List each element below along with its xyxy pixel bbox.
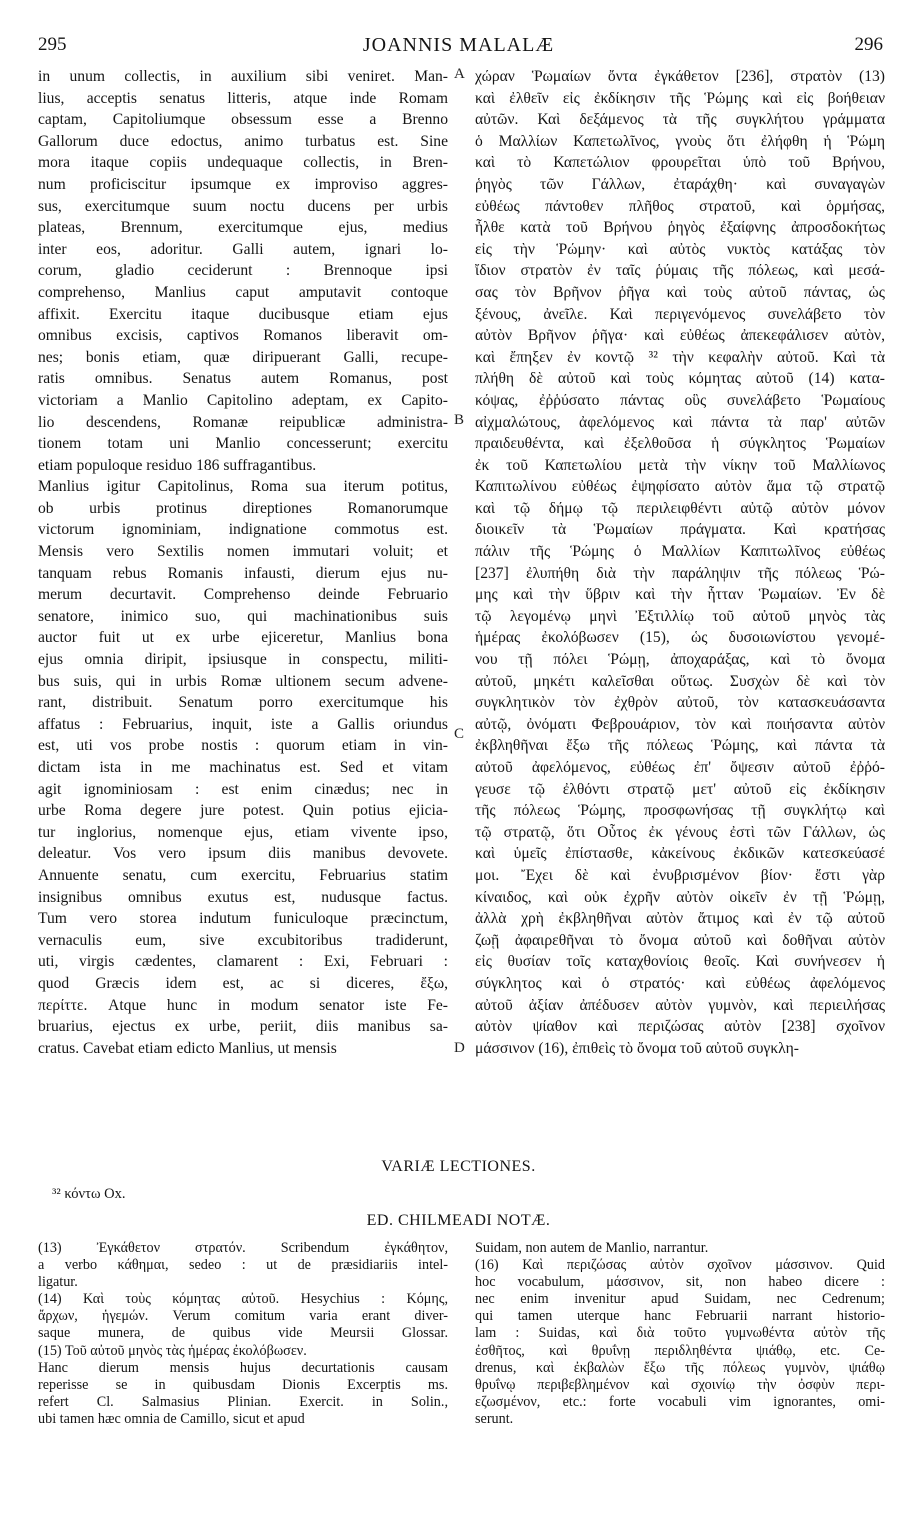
latin-text-line: uti, virgis cædentes, clamarent : Exi, Februari : — [38, 953, 448, 971]
greek-text-line: διοικεῖν τὰ Ῥωμαίων πράγματα. Καὶ κρατήσας — [475, 521, 885, 539]
note-line: ἐσθῆτος, καὶ θρυΐνῃ περιδληθέντα ψιάθῳ, etc. Ce- — [475, 1342, 885, 1359]
latin-text-line: tionem totam uni Manlio concesserunt; exercitu — [38, 435, 448, 453]
greek-text-line: ῥηγὸς τῶν Γάλλων, ἐταράχθη· καὶ συναγαγὼν — [475, 175, 885, 193]
note-line: qui tamen uterque hanc Februarii narrant historio- — [475, 1308, 885, 1325]
latin-text-line: comprehenso, Manlius caput amputavit contoque — [38, 283, 448, 301]
greek-text-line: σύγκλητος καὶ ὁ στρατός· καὶ εὐθέως ἀφελόμενος — [475, 974, 885, 992]
note-line: (15) Τοῦ αὐτοῦ μηνὸς τὰς ἡμέρας ἐκολόβωσεν. — [38, 1342, 307, 1359]
latin-text-line: victoriam a Manlio Capitolino adeptam, ex Capito- — [38, 391, 448, 409]
greek-text-line: ἡμέρας ἐκολόβωσεν (15), ὡς δυσοιωνίστου γενομέ- — [475, 629, 885, 647]
greek-text-line: καὶ τὸ Καπετώλιον φρουρεῖται ὑπὸ τοῦ Βρήνου, — [475, 154, 885, 172]
greek-text-line: μοι. Ἔχει δὲ καὶ ἐνυβρισμένον βίον· ἔστι γὰρ — [475, 866, 885, 884]
greek-text-line: τῷ στρατῷ, ὅτι Οὗτος ἐκ γένους ἐστὶ τῶν Γάλλων, ὡς — [475, 823, 885, 841]
page-number-left: 295 — [38, 34, 67, 55]
greek-text-line: αὐτοῦ, μηκέτι καλεῖσθαι οὕτως. Συσχὼν δὲ καὶ τὸν — [475, 672, 885, 690]
note-line: ubi tamen hæc omnia de Camillo, sicut et apud — [38, 1410, 305, 1427]
greek-text-line: συγκλητικὸν τὸν ἐχθρὸν αὐτοῦ, τὸν κατασκευάσαντα — [475, 694, 885, 712]
greek-text-line: ὁ Μαλλίων Καπετωλῖνος, γνοὺς ὅτι ἐλήφθη ἡ Ῥώμη — [475, 132, 885, 150]
greek-text-line: τῆς πόλεως Ῥώμης, προσφωνήσας τῇ συγκλήτῳ καὶ — [475, 802, 885, 820]
latin-text-line: bus suis, qui in urbis Romæ ultionem secum advene- — [38, 672, 448, 690]
margin-marker-b: B — [454, 412, 465, 428]
greek-text-line: κίναιδος, καὶ οὐκ ἐχρῆν αὐτὸν οἰκεῖν ἐν τῇ Ῥώμῃ, — [475, 888, 885, 906]
latin-text-line: in unum collectis, in auxilium sibi veniret. Man- — [38, 68, 448, 85]
greek-text-line: μης καὶ τὴν ὕβριν καὶ τὴν ἧτταν Ῥωμαίων. Ἐν δὲ — [475, 586, 885, 604]
margin-marker-c: C — [454, 726, 465, 742]
greek-text-line: νου τῇ πόλει Ῥώμῃ, ἀποχαράξας, καὶ τὸ ὄνομα — [475, 651, 885, 669]
note-line: reperisse se in quibusdam Dionis Excerptis ms. — [38, 1376, 448, 1393]
latin-text-line: ejus omnia diripit, ipsiusque in conspectu, militi- — [38, 651, 448, 669]
page-number-right: 296 — [854, 34, 883, 55]
greek-text-line: ἀλλὰ χρὴ ἐκβληθῆναι αὐτὸν ἄτιμος καὶ ἐν τῷ αὐτοῦ — [475, 910, 885, 928]
greek-text-line: Καπιτωλίνου εὐθέως ἐψηφίσατο αὐτὸν ἅμα τῷ στρατῷ — [475, 478, 885, 496]
greek-column — [475, 66, 885, 1059]
latin-text-line: inter eos, adoritur. Galli autem, ignari lo- — [38, 240, 448, 258]
greek-text-line: εὐθέως πάντοθεν πλῆθος στρατοῦ, καὶ ὁρμήσας, — [475, 197, 885, 215]
greek-text-line: χώραν Ῥωμαίων ὄντα ἐγκάθετον [236], στρατὸν (13) — [475, 68, 885, 85]
note-line: lam : Suidas, καὶ διὰ τοῦτο γυμνωθέντα αὐτὸν τῆς — [475, 1325, 885, 1342]
latin-text-line: etiam populoque residuo 186 suffragantibus. — [38, 456, 317, 474]
greek-text-line: αἰχμαλώτους, ἀφελόμενος καὶ πάντα τὰ παρ' αὐτῶν — [475, 413, 885, 431]
note-line: drenus, καὶ ἐκβαλὼν ἔξω τῆς πόλεως γυμνὸν, ψιάθῳ — [475, 1359, 885, 1376]
note-line: θρυΐνῳ περιβεβλημένον καὶ σχοινίῳ τὴν ὀσφὺν περι- — [475, 1376, 885, 1393]
greek-text-line: ἴδιον στρατὸν ἐν ταῖς ῥύμαις τῆς πόλεως, καὶ μεσά- — [475, 262, 885, 280]
greek-text-line: κόψας, ἐῤῥύσατο πάντας οὓς συνελάβετο Ῥωμαίους — [475, 391, 885, 409]
latin-text-line: senatore, inimico suo, qui machinationibus suis — [38, 607, 448, 625]
latin-text-line: nes; bonis etiam, quæ diripuerant Galli, recupe- — [38, 348, 448, 366]
greek-text-line: πλήθη δὲ αὐτοῦ καὶ τοὺς κόμητας αὐτοῦ (14) κατα- — [475, 370, 885, 388]
latin-text-line: lius, acceptis senatus litteris, atque inde Romam — [38, 89, 448, 107]
latin-text-line: περίττε. Atque hunc in modum senator iste Fe- — [38, 996, 448, 1014]
latin-text-line: auctor fuit ut ex urbe ejiceretur, Manlius bona — [38, 629, 448, 647]
variae-lectiones-heading: VARIÆ LECTIONES. — [381, 1158, 536, 1175]
latin-text-line: ratis omnibus. Senatus autem Romanus, post — [38, 370, 448, 388]
latin-text-line: bruarius, ejectus ex urbe, periit, diis manibus sa- — [38, 1018, 448, 1036]
latin-text-line: merum decurtavit. Comprehenso deinde Februario — [38, 586, 448, 604]
page-header — [30, 32, 887, 60]
latin-text-line: Mensis vero Sextilis nomen immutari voluit; et — [38, 543, 448, 561]
latin-text-line: tur inglorius, nomenque ejus, etiam vivente ipso, — [38, 823, 448, 841]
greek-text-line: εἰς θυσίαν τοῖς καταχθονίοις θεοῖς. Καὶ συνήνεσεν ἡ — [475, 953, 885, 971]
latin-text-line: agit ignominiosam : est enim cinædus; nec in — [38, 780, 448, 798]
greek-text-line: πραιδευθέντα, καὶ ἐξελθοῦσα ἡ σύγκλητος Ῥωμαίων — [475, 435, 885, 453]
latin-text-line: corum, gladio ceciderunt : Brennoque ipsi — [38, 262, 448, 280]
note-line: a verbo κάθημαι, sedeo : ut de præsidiariis intel- — [38, 1257, 448, 1274]
greek-text-line: καὶ ἔπηξεν ἐν κοντῷ ³² τὴν κεφαλὴν αὐτοῦ. Καὶ τὰ — [475, 348, 885, 366]
greek-text-line: ἐκ τοῦ Καπετωλίου μετὰ τὴν νίκην τοῦ Μαλλίωνος — [475, 456, 885, 474]
greek-text-line: ἐκβληθῆναι ἔξω τῆς πόλεως Ῥώμης, καὶ πάντα τὰ — [475, 737, 885, 755]
note-line: (13) Ἐγκάθετον στρατόν. Scribendum ἐγκάθητον, — [38, 1240, 448, 1256]
latin-text-line: est, uti vos probe nostis : quorum etiam in vin- — [38, 737, 448, 755]
latin-text-line: omnibus excisis, captivos Romanos liberavit om- — [38, 327, 448, 345]
latin-text-line: affixit. Exercitu itaque ducibusque etiam ejus — [38, 305, 448, 323]
note-line: (16) Καὶ περιζώσας αὐτὸν σχοῖνον μάσσινον. Quid — [475, 1257, 885, 1274]
latin-text-line: mora itaque copiis undequaque collectis, in Bren- — [38, 154, 448, 172]
latin-text-line: vernaculis eum, sive excubitoribus tradiderunt, — [38, 931, 448, 949]
editor-notes-left-column — [38, 1240, 448, 1428]
latin-text-line: Manlius igitur Capitolinus, Roma sua iterum potitus, — [38, 478, 448, 496]
greek-text-line: σας τὸν Βρῆνον ῥῆγα καὶ τοὺς αὐτοῦ πάντας, ὡς — [475, 283, 885, 301]
latin-text-line: num proficiscitur ipsumque ex improviso aggres- — [38, 175, 448, 193]
note-line: serunt. — [475, 1410, 514, 1427]
note-line: ἄρχων, ἡγεμών. Verum comitum varia erant diver- — [38, 1308, 448, 1325]
latin-text-line: Gallorum duce edoctus, animo turbatus est. Sine — [38, 132, 448, 150]
greek-text-line: ζωῇ ἀφαιρεθῆναι τὸ ὄνομα αὐτοῦ καὶ δοθῆναι αὐτὸν — [475, 931, 885, 949]
greek-text-line: εἰς τὴν Ῥώμην· καὶ αὐτὸς νυκτὸς κατάξας τὸν — [475, 240, 885, 258]
note-line: Hanc dierum mensis hujus decurtationis causam — [38, 1359, 448, 1376]
note-line: εζωσμένον, etc.: forte vocabuli vim ignorantes, omi- — [475, 1393, 885, 1410]
latin-text-line: lio descendens, Romanæ reipublicæ administra- — [38, 413, 448, 431]
note-line: Suidam, non autem de Manlio, narrantur. — [475, 1240, 709, 1256]
greek-text-line: καὶ τῷ δήμῳ τῷ περιλειφθέντι αὐτῷ αὐτὸν μόνον — [475, 499, 885, 517]
greek-text-line: αὐτὸν Βρῆνον ῥῆγα· καὶ εὐθέως ἀπεκεφάλισεν αὐτὸν, — [475, 327, 885, 345]
greek-text-line: μάσσινον (16), ἐπιθεὶς τὸ ὄνομα τοῦ αὐτοῦ συγκλη- — [475, 1039, 799, 1057]
running-title: JOANNIS MALALÆ — [362, 34, 555, 56]
greek-text-line: καὶ ἐλθεῖν εἰς ἐκδίκησιν τῆς Ῥώμης καὶ εἰς βοήθειαν — [475, 89, 885, 107]
greek-text-line: γευσε τῷ ἐλθόντι στρατῷ μετ' αὐτοῦ εἰς ἐκδίκησιν — [475, 780, 885, 798]
greek-text-line: αὐτὸν ψίαθον καὶ περιζώσας αὐτὸν [238] σχοῖνον — [475, 1018, 885, 1036]
editor-notes-heading: ED. CHILMEADI NOTÆ. — [366, 1212, 551, 1229]
latin-text-line: sus, exercitumque suum noctu ducens per urbis — [38, 197, 448, 215]
greek-text-line: πάλιν τῆς Ῥώμης ὁ Μαλλίων Καπιτωλῖνος εὐθέως — [475, 543, 885, 561]
greek-text-line: αὐτοῦ ἀφελόμενος, εὐθέως ἐπ' ὄψεσιν αὐτοῦ ἐῤῥό- — [475, 759, 885, 776]
margin-marker-a: A — [454, 66, 465, 82]
variant-reading-note: ³² κόντω Ox. — [52, 1186, 126, 1202]
latin-text-line: rant, distribuit. Senatum porro exercitumque his — [38, 694, 448, 712]
note-line: hoc vocabulum, μάσσινον, sit, non habeo dicere : — [475, 1274, 885, 1291]
editor-notes-right-column — [475, 1240, 885, 1428]
latin-text-line: cratus. Cavebat etiam edicto Manlius, ut mensis — [38, 1039, 337, 1057]
latin-text-line: plateas, Brennum, exercitumque ejus, medius — [38, 219, 448, 237]
note-line: refert Cl. Salmasius Plinian. Exercit. in Solin., — [38, 1393, 448, 1410]
note-line: saque munera, de quibus vide Meursii Glossar. — [38, 1325, 448, 1342]
latin-text-line: victorum ignominiam, indignatione commotus est. — [38, 521, 448, 539]
greek-text-line: καὶ ὑμεῖς ἐπίστασθε, κἀκείνους ἐκδικῶν κατεσκεύασέ — [475, 845, 885, 863]
latin-text-line: Tum vero storea indutum funiculoque præcinctum, — [38, 910, 448, 928]
latin-text-line: Annuente senatu, cum exercitu, Februarius statim — [38, 866, 448, 884]
latin-text-line: deleatur. Vos vero ipsum diis manibus devovete. — [38, 845, 448, 863]
greek-text-line: ἦλθε κατὰ τοῦ Βρήνου ῥηγὸς ἐξαίφνης ἀπροσδοκήτως — [475, 219, 885, 237]
latin-text-line: ob urbis protinus direptiones Romanorumque — [38, 499, 448, 517]
latin-text-line: insignibus omnibus exutus est, nudusque factus. — [38, 888, 448, 906]
note-line: nec enim invenitur apud Suidam, nec Cedrenum; — [475, 1291, 885, 1308]
latin-text-line: affatus : Februarius, inquit, iste a Gallis oriundus — [38, 715, 448, 733]
latin-text-line: quod Græcis idem est, ac si diceres, ἔξω, — [38, 974, 448, 992]
latin-column — [38, 66, 448, 1059]
note-line: (14) Καὶ τοὺς κόμητας αὐτοῦ. Hesychius : Κόμης, — [38, 1291, 448, 1308]
greek-text-line: αὐτῷ, ὀνόματι Φεβρουάριον, τὸν καὶ ποιήσαντα αὐτὸν — [475, 715, 885, 733]
margin-marker-d: D — [454, 1040, 465, 1056]
greek-text-line: αὐτῶν. Καὶ δεξάμενος τὰ τῆς συγκλήτου γράμματα — [475, 111, 885, 129]
latin-text-line: captam, Capitoliumque obsessum esse a Brenno — [38, 111, 448, 129]
latin-text-line: urbe Roma degere jure potest. Quin potius ejicia- — [38, 802, 448, 820]
greek-text-line: αὐτοῦ ἀξίαν ἀπέδυσεν αὐτὸν γυμνὸν, καὶ περιειλήσας — [475, 996, 885, 1014]
greek-text-line: τῷ λεγομένῳ μηνὶ Ἐξτιλλίῳ τοῦ αὐτοῦ μηνὸς τὰς — [475, 607, 885, 625]
latin-text-line: tanquam rebus Romanis infausti, dierum ejus nu- — [38, 564, 448, 582]
greek-text-line: [237] ἐλυπήθη διὰ τὴν παράληψιν τῆς πόλεως Ῥώ- — [475, 564, 885, 582]
greek-text-line: ξένους, ἀνεῖλε. Καὶ περιγενόμενος συνελάβετο τὸν — [475, 305, 885, 323]
note-line: ligatur. — [38, 1274, 78, 1291]
latin-text-line: dictam ista in me machinatus est. Sed et vitam — [38, 759, 448, 776]
